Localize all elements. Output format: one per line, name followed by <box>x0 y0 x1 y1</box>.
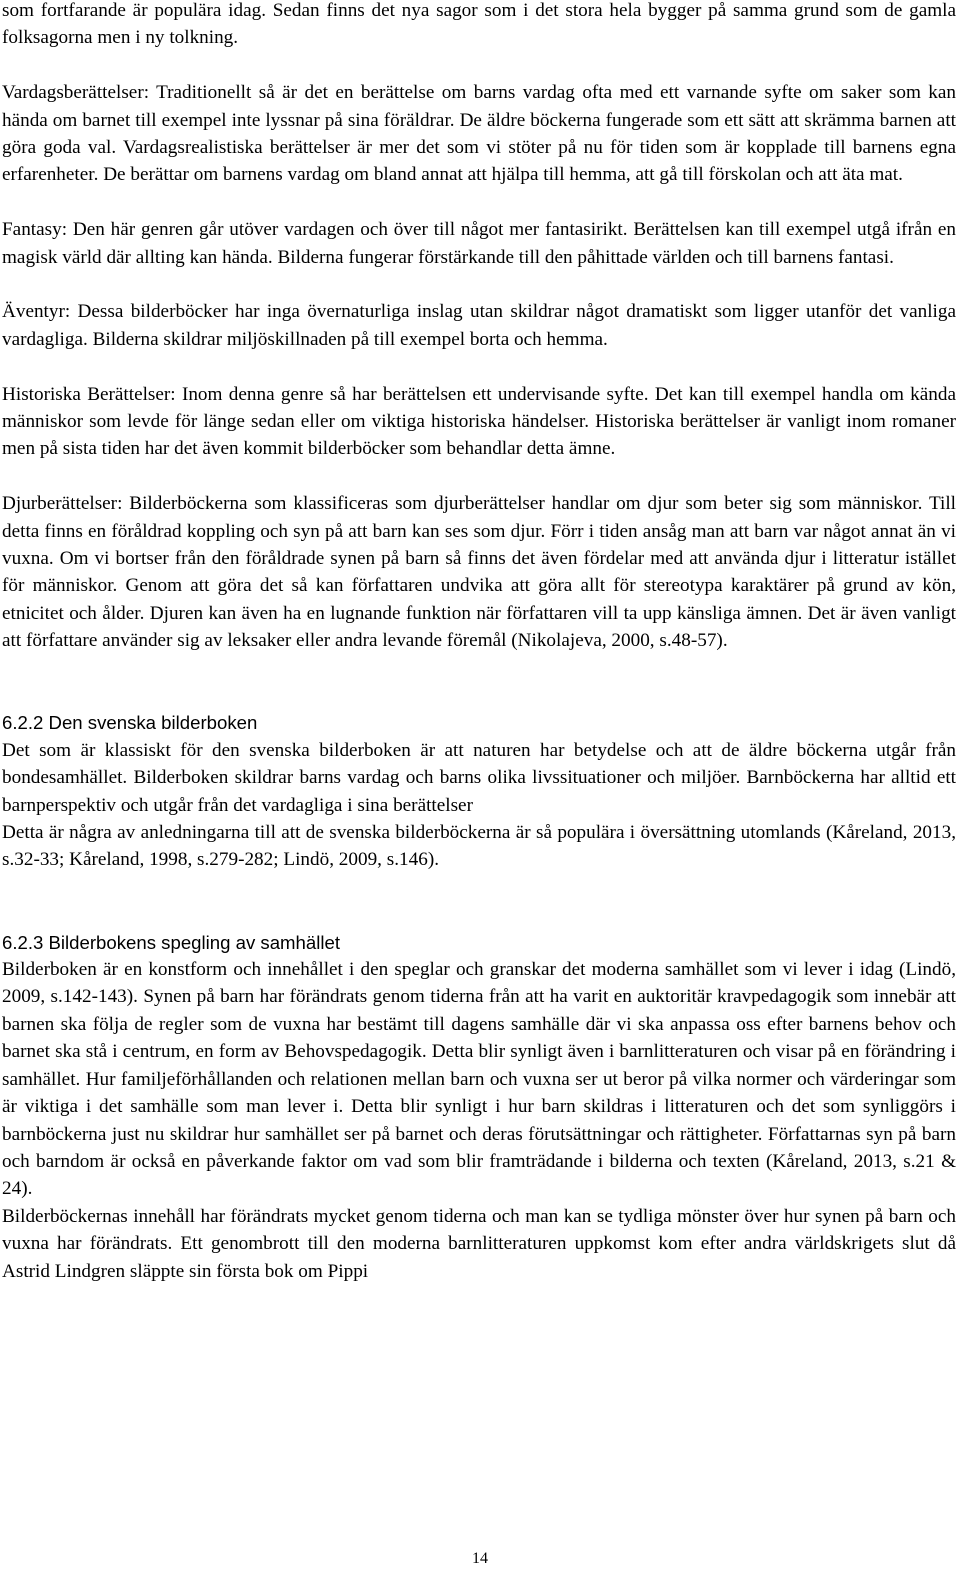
page-number: 14 <box>472 1550 488 1567</box>
aventyr-paragraph: Äventyr: Dessa bilderböcker har inga övernaturliga inslag utan skildrar något dramatiskt som ligger utanför det vanliga vardagliga. Bilderna skildrar miljöskillnaden på till exempel borta och hemma. <box>2 301 956 350</box>
fantasy-paragraph: Fantasy: Den här genren går utöver vardagen och över till något mer fantasirikt. Berättelsen kan till exempel utgå ifrån en magisk värld där allting kan hända. Bilderna fungerar förstärkande till den påhittade världen och till barnens fantasi. <box>2 219 956 268</box>
section-6-2-3-paragraph-1: Bilderboken är en konstform och innehållet i den speglar och granskar det moderna samhället som vi lever i idag (Lindö, 2009, s.142-143). Synen på barn har förändrats genom tiderna från att ha varit en auktoritär kravpedagogik som innebär att barnen ska följa de regler som de vuxna har bestämt till dagens samhälle där vi ska anpassa oss efter barnens behov och barnet ska stå i centrum, en form av Behovspedagogik. Detta blir synligt även i barnlitteraturen och visar på en förändring i samhället. Hur familjeförhållanden och relationen mellan barn och vuxna ser ut beror på vilka normer och värderingar som är viktiga i det samhälle som man lever i. Detta blir synligt i hur barn skildras i litteraturen och det som synliggörs i barnböckerna just nu skildrar hur samhället ser på barnet och deras förutsättningar och rättigheter. Författarnas syn på barn och barndom är också en påverkande faktor om vad som blir framträdande i bilderna och texten (Kåreland, 2013, s.21 & 24). <box>2 959 956 1200</box>
section-heading-6-2-2: 6.2.2 Den svenska bilderboken <box>2 712 258 734</box>
section-heading-6-2-3: 6.2.3 Bilderbokens spegling av samhället <box>2 931 340 953</box>
intro-paragraph: som fortfarande är populära idag. Sedan finns det nya sagor som i det stora hela bygger på samma grund som de gamla folksagorna men i ny tolkning. <box>2 0 956 49</box>
section-6-2-3-paragraph-2: Bilderböckernas innehåll har förändrats mycket genom tiderna och man kan se tydliga mönster över hur synen på barn och vuxna har förändrats. Ett genombrott till den moderna barnlitteraturen uppkomst kom efter andra världskrigets slut då Astrid Lindgren släppte sin första bok om Pippi <box>2 1205 956 1282</box>
section-6-2-2-paragraph-1: Det som är klassiskt för den svenska bilderboken är att naturen har betydelse och att de äldre böckerna utgår från bondesamhället. Bilderboken skildrar barns vardag och barns olika livssituationer och miljöer. Barnböckerna har alltid ett barnperspektiv och utgår från det vardagliga i sina berättelser <box>2 739 956 816</box>
vardagsberattelser-paragraph: Vardagsberättelser: Traditionellt så är det en berättelse om barns vardag ofta med ett varnande syfte om saker som kan hända om barnet till exempel inte lyssnar på sina föräldrar. De äldre böckerna fungerade som ett sätt att skrämma barnen att göra goda val. Vardagsrealistiska berättelser är mer det som vi stöter på nu för tiden som är kopplade till barnens egna erfarenheter. De berättar om barnens vardag om bland annat att hjälpa till hemma, att gå till förskolan och att äta mat. <box>2 82 956 186</box>
page-content <box>2 0 956 1285</box>
djurberattelser-paragraph: Djurberättelser: Bilderböckerna som klassificeras som djurberättelser handlar om djur som beter sig som människor. Till detta finns en föråldrad koppling och syn på att barn kan ses som djur. Förr i tiden ansåg man att barn var något annat än vi vuxna. Om vi bortser från den föråldrade synen på barn så finns det även fördelar med att använda djur i litteratur istället för människor. Genom att göra det så kan författaren undvika att göra allt för stereotypa karaktärer på grund av kön, etnicitet och ålder. Djuren kan även ha en lugnande funktion när författaren vill ta upp känsliga ämnen. Det är även vanligt att författare använder sig av leksaker eller andra levande föremål (Nikolajeva, 2000, s.48-57). <box>2 493 956 652</box>
historiska-paragraph: Historiska Berättelser: Inom denna genre så har berättelsen ett undervisande syfte. Det kan till exempel handla om kända människor som levde för länge sedan eller om viktiga historiska händelser. Historiska berättelser är vanligt inom romaner men på sista tiden har det även kommit bilderböcker som behandlar detta ämne. <box>2 383 956 460</box>
section-6-2-2-paragraph-2: Detta är några av anledningarna till att de svenska bilderböckerna är så populära i översättning utomlands (Kåreland, 2013, s.32-33; Kåreland, 1998, s.279-282; Lindö, 2009, s.146). <box>2 822 956 871</box>
